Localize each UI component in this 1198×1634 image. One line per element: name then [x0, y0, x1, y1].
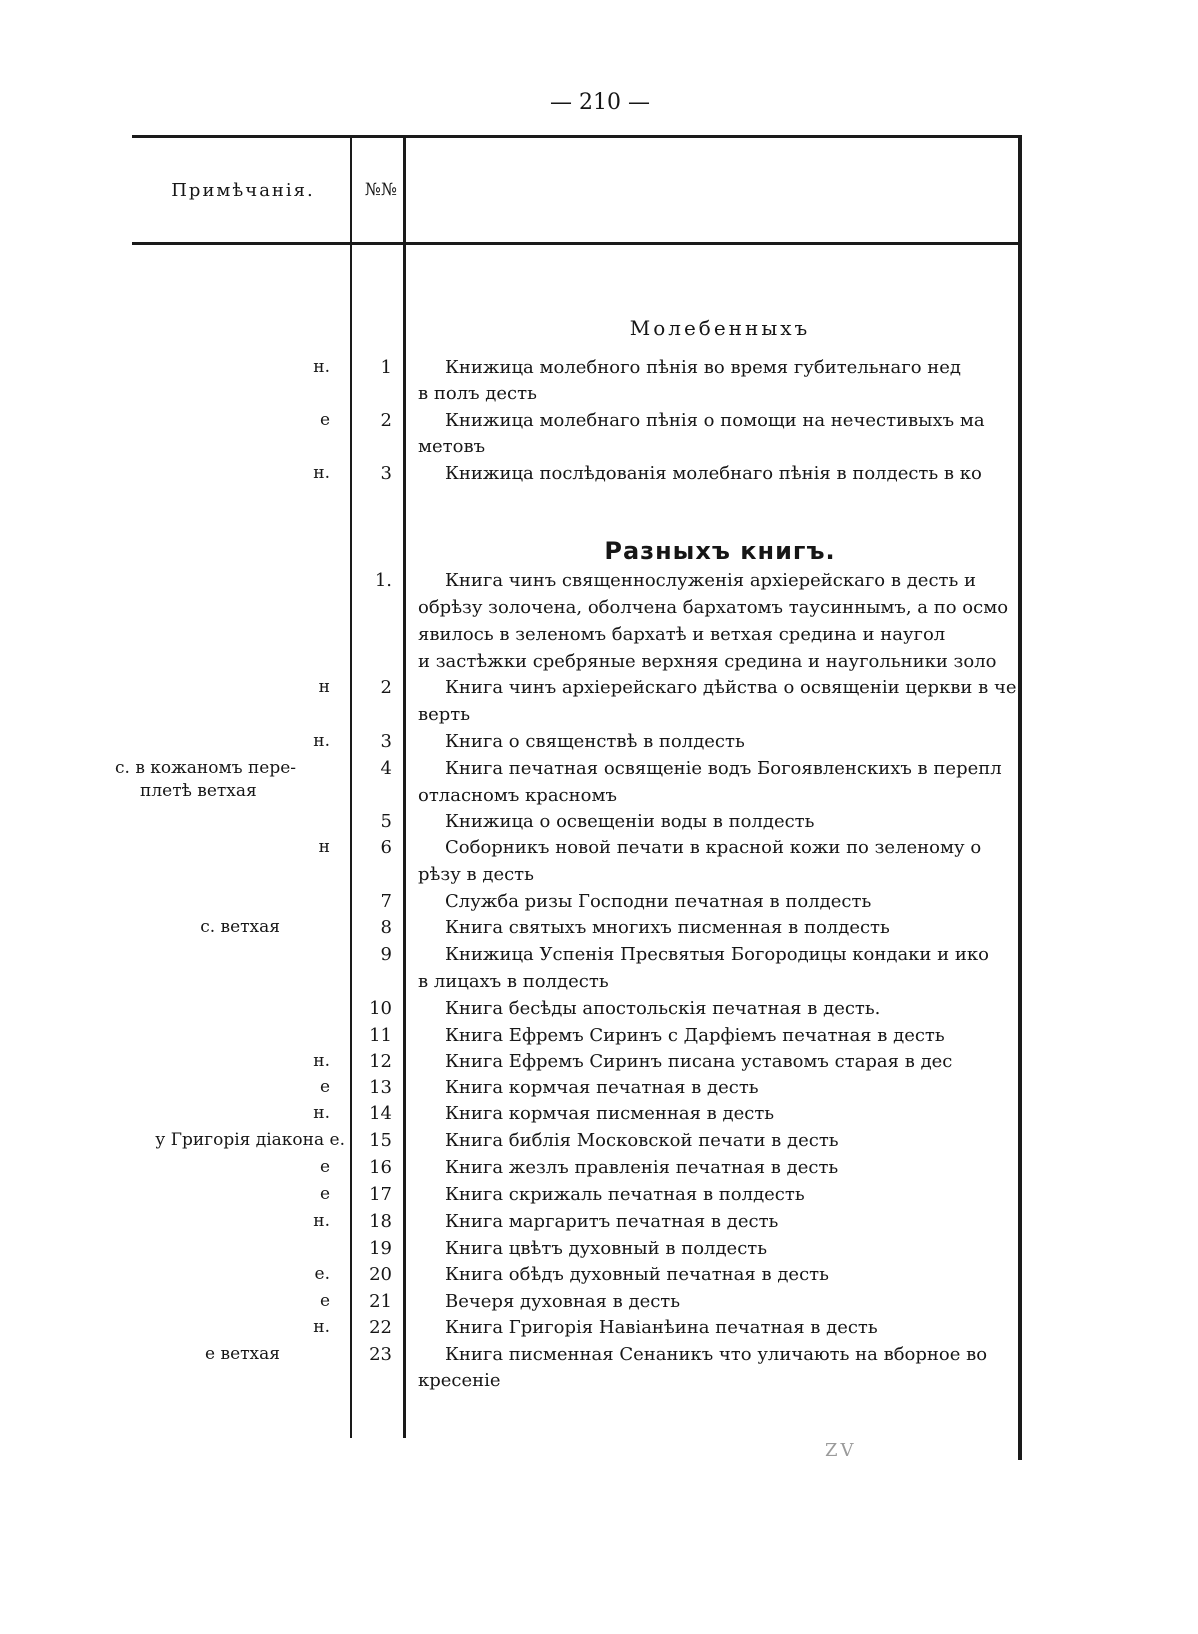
entry-line: Книга кормчая печатная в десть: [445, 1077, 759, 1098]
entry-line: в лицахъ в полдесть: [418, 971, 609, 992]
entry-line: Книга жезлъ правленія печатная в десть: [445, 1157, 839, 1178]
entry-line: в полъ десть: [418, 383, 537, 404]
row-note: н.: [313, 1051, 330, 1071]
entry-line: Книга библія Московской печати в десть: [445, 1130, 839, 1151]
row-number: 16: [369, 1157, 392, 1178]
entry-line: рѣзу в десть: [418, 864, 534, 885]
entry-line: Служба ризы Господни печатная в полдесть: [445, 891, 872, 912]
entry-line: кресеніе: [418, 1370, 501, 1391]
row-number: 18: [369, 1211, 392, 1232]
footer-stamp-mark: ZV: [825, 1440, 857, 1461]
entry-line: Книжица молебного пѣнія во время губительнаго нед: [445, 357, 962, 378]
entry-line: отласномъ красномъ: [418, 785, 617, 806]
row-note: у Григорія діакона е.: [155, 1130, 345, 1150]
row-number: 1.: [374, 570, 392, 591]
entry-line: Книга кормчая писменная в десть: [445, 1103, 775, 1124]
entry-line: Книга чинъ архіерейскаго дѣйства о освященіи церкви в че: [445, 677, 1017, 698]
section-title-molebennykh: Молебенныхъ: [629, 316, 811, 340]
entry-line: Книга бесѣды апостольскія печатная в десть.: [445, 998, 881, 1019]
row-number: 11: [369, 1025, 392, 1046]
entry-line: Книга писменная Сенаникъ что уличають на вборное во: [445, 1344, 988, 1365]
row-number: 5: [380, 811, 392, 832]
row-number: 21: [369, 1291, 392, 1312]
row-note: е.: [314, 1264, 330, 1284]
entry-line: обрѣзу золочена, оболчена бархатомъ таусиннымъ, а по осмо: [418, 597, 1009, 618]
row-number: 1: [380, 357, 392, 378]
row-note: н.: [313, 357, 330, 377]
header-top-rule: [132, 135, 1022, 138]
entry-line: метовъ: [418, 436, 486, 457]
row-note: н.: [313, 1211, 330, 1231]
row-number: 2: [380, 677, 392, 698]
row-number: 22: [369, 1317, 392, 1338]
entry-line: Книга печатная освященіе водъ Богоявленскихъ в перепл: [445, 758, 1002, 779]
row-note: е: [319, 1291, 330, 1311]
row-number: 4: [380, 758, 392, 779]
entry-line: Книжица о освещеніи воды в полдесть: [445, 811, 815, 832]
entry-line: Книга чинъ священнослуженія архіерейскаго в десть и: [445, 570, 976, 591]
row-number: 23: [369, 1344, 392, 1365]
row-note: е ветхая: [205, 1344, 280, 1364]
row-note: с. ветхая: [200, 917, 280, 937]
row-number: 19: [369, 1238, 392, 1259]
row-note: е: [319, 1184, 330, 1204]
row-number: 14: [369, 1103, 392, 1124]
row-note: н: [318, 677, 330, 697]
row-number: 13: [369, 1077, 392, 1098]
row-note-continuation: плетѣ ветхая: [140, 781, 257, 801]
entry-line: Книга скрижаль печатная в полдесть: [445, 1184, 805, 1205]
row-number: 8: [380, 917, 392, 938]
row-number: 15: [369, 1130, 392, 1151]
entry-line: и застѣжки сребряные верхняя средина и наугольники золо: [418, 651, 997, 672]
row-note: н.: [313, 463, 330, 483]
entry-line: Книга о священствѣ в полдесть: [445, 731, 745, 752]
row-number: 9: [380, 944, 392, 965]
entry-line: Книга обѣдъ духовный печатная в десть: [445, 1264, 829, 1285]
row-note: е: [319, 1077, 330, 1097]
row-number: 10: [369, 998, 392, 1019]
row-note: с. в кожаномъ пере-: [115, 758, 297, 778]
row-note: н.: [313, 1103, 330, 1123]
row-number: 6: [380, 837, 392, 858]
entry-line: Книжица послѣдованія молебнаго пѣнія в полдесть в ко: [445, 463, 982, 484]
entry-line: Книга цвѣтъ духовный в полдесть: [445, 1238, 768, 1259]
row-number: 7: [380, 891, 392, 912]
row-note: е: [319, 410, 330, 430]
entry-line: Книжица молебнаго пѣнія о помощи на нечестивыхъ ма: [445, 410, 985, 431]
entry-line: Вечеря духовная в десть: [445, 1291, 681, 1312]
entry-line: Книга святыхъ многихъ писменная в полдесть: [445, 917, 890, 938]
entry-line: явилось в зеленомъ бархатѣ и ветхая средина и наугол: [418, 624, 946, 645]
entry-line: Книжица Успенія Пресвятыя Богородицы кондаки и ико: [445, 944, 989, 965]
row-note: н.: [313, 1317, 330, 1337]
entry-line: Книга Григорія Навіанѣина печатная в десть: [445, 1317, 878, 1338]
row-number: 3: [380, 463, 392, 484]
entry-line: верть: [418, 704, 471, 725]
row-number: 20: [369, 1264, 392, 1285]
notes-column-header: Примѣчанія.: [171, 180, 315, 201]
page-number: — 210 —: [550, 90, 650, 115]
row-note: н.: [313, 731, 330, 751]
row-number: 17: [369, 1184, 392, 1205]
entry-line: Книга Ефремъ Сиринъ с Дарфіемъ печатная в десть: [445, 1025, 945, 1046]
number-column-divider: [403, 138, 406, 1438]
header-bottom-rule: [132, 242, 1022, 245]
entry-line: Соборникъ новой печати в красной кожи по зеленому о: [445, 837, 982, 858]
number-column-header: №№: [364, 180, 398, 200]
row-note: е: [319, 1157, 330, 1177]
row-number: 12: [369, 1051, 392, 1072]
row-number: 3: [380, 731, 392, 752]
entry-line: Книга Ефремъ Сиринъ писана уставомъ старая в дес: [445, 1051, 953, 1072]
section-title-raznykh-knig: Разныхъ книгъ.: [604, 537, 836, 565]
row-number: 2: [380, 410, 392, 431]
entry-line: Книга маргаритъ печатная в десть: [445, 1211, 779, 1232]
row-note: н: [318, 837, 330, 857]
